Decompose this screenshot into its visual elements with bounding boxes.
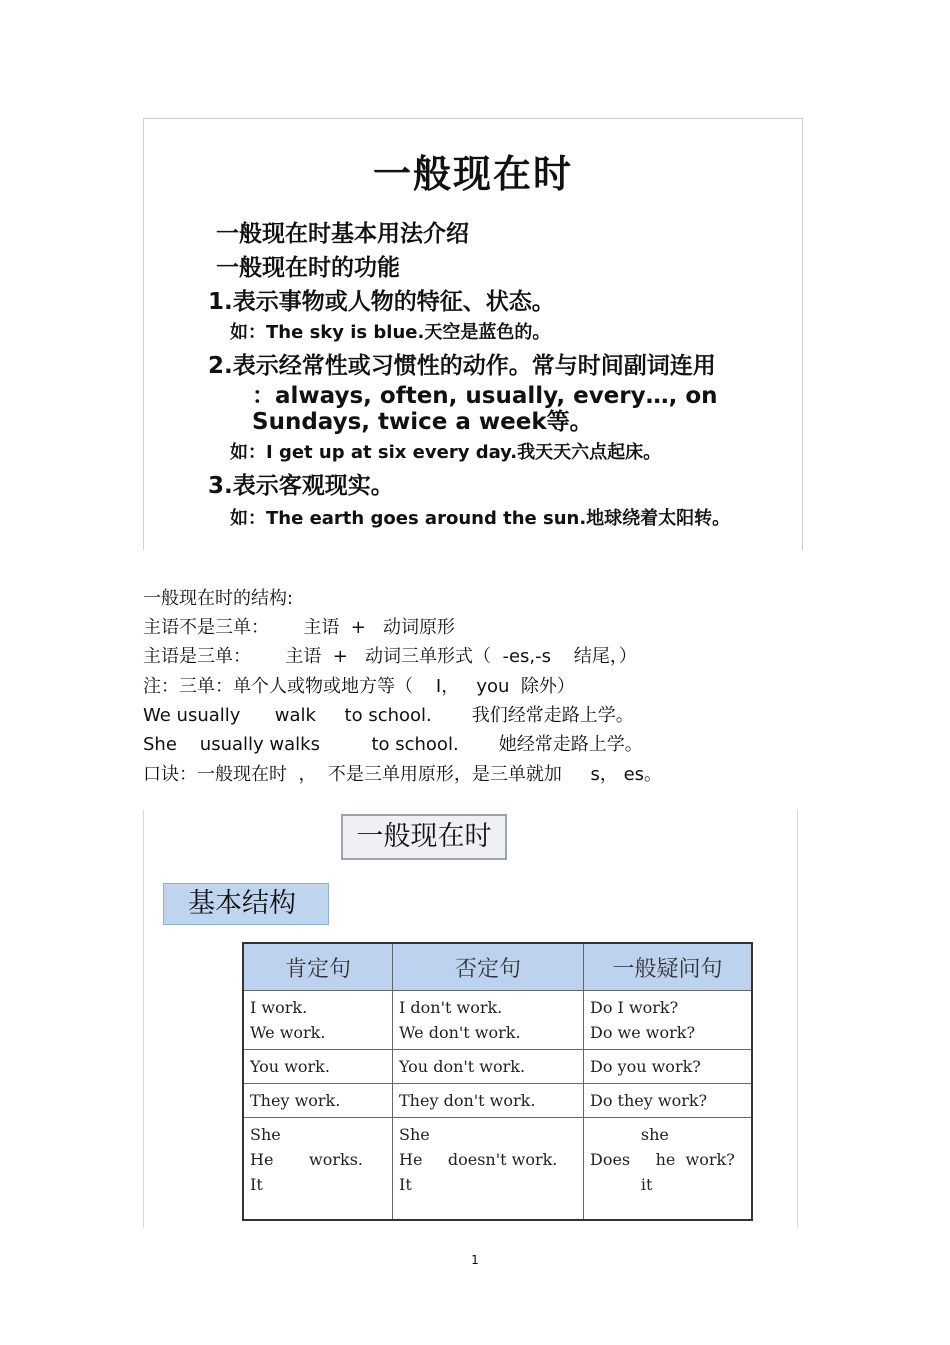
- structure-title: 一般现在时的结构:: [143, 588, 294, 609]
- structure-third-person: 主语是三单： 主语 + 动词三单形式（ -es,-s 结尾，）: [143, 646, 637, 667]
- slide-title: 一般现在时: [372, 152, 573, 196]
- table-header-row: [243, 943, 752, 991]
- header-affirmative: 肯定句: [243, 943, 393, 991]
- table-cell: Do they work?: [584, 1084, 753, 1118]
- table-row: [243, 991, 752, 1050]
- table-cell: I work. We work.: [243, 991, 393, 1050]
- table-cell: she Does he work? it: [584, 1118, 753, 1220]
- point-1: 1.表示事物或人物的特征、状态。: [208, 289, 555, 315]
- slide-present-tense-usage: [143, 118, 803, 550]
- example-3: 如：The earth goes around the sun.地球绕着太阳转。: [230, 508, 731, 529]
- table-cell: She He doesn't work. It: [393, 1118, 584, 1220]
- table-cell: You work.: [243, 1050, 393, 1084]
- table-cell: They don't work.: [393, 1084, 584, 1118]
- point-2: 2.表示经常性或习惯性的动作。常与时间副词连用: [208, 353, 716, 379]
- point-2-adverbs-cont: Sundays, twice a week等。: [252, 409, 593, 435]
- structure-note: 注：三单：单个人或物或地方等（ I， you 除外）: [143, 676, 575, 697]
- page-number: 1: [471, 1253, 479, 1267]
- header-question: 一般疑问句: [584, 943, 753, 991]
- structure-non-third-person: 主语不是三单： 主语 + 动词原形: [143, 617, 456, 638]
- heading-functions: 一般现在时的功能: [216, 255, 400, 281]
- point-2-adverbs: ：always, often, usually, every…, on: [252, 383, 718, 409]
- heading-usage-intro: 一般现在时基本用法介绍: [216, 221, 469, 247]
- example-she-walks: She usually walks to school. 她经常走路上学。: [143, 734, 643, 755]
- example-1: 如：The sky is blue.天空是蓝色的。: [230, 322, 551, 343]
- mnemonic: 口诀：一般现在时 ， 不是三单用原形，是三单就加 s， es。: [143, 764, 663, 785]
- table-cell: You don't work.: [393, 1050, 584, 1084]
- table-cell: I don't work. We don't work.: [393, 991, 584, 1050]
- example-we-walk: We usually walk to school. 我们经常走路上学。: [143, 705, 634, 726]
- example-2: 如：I get up at six every day.我天天六点起床。: [230, 442, 662, 463]
- sentence-forms-table: [242, 942, 753, 1221]
- table-cell: Do I work? Do we work?: [584, 991, 753, 1050]
- slide-basic-structure: [143, 810, 798, 1228]
- table-row: [243, 1084, 752, 1118]
- table-row: [243, 1050, 752, 1084]
- table-cell: She He works. It: [243, 1118, 393, 1220]
- table-cell: Do you work?: [584, 1050, 753, 1084]
- header-negative: 否定句: [393, 943, 584, 991]
- table-row: [243, 1118, 752, 1220]
- point-3: 3.表示客观现实。: [208, 473, 394, 499]
- slide2-title: 一般现在时: [341, 814, 507, 860]
- table-cell: They work.: [243, 1084, 393, 1118]
- slide2-subtitle: 基本结构: [163, 883, 329, 925]
